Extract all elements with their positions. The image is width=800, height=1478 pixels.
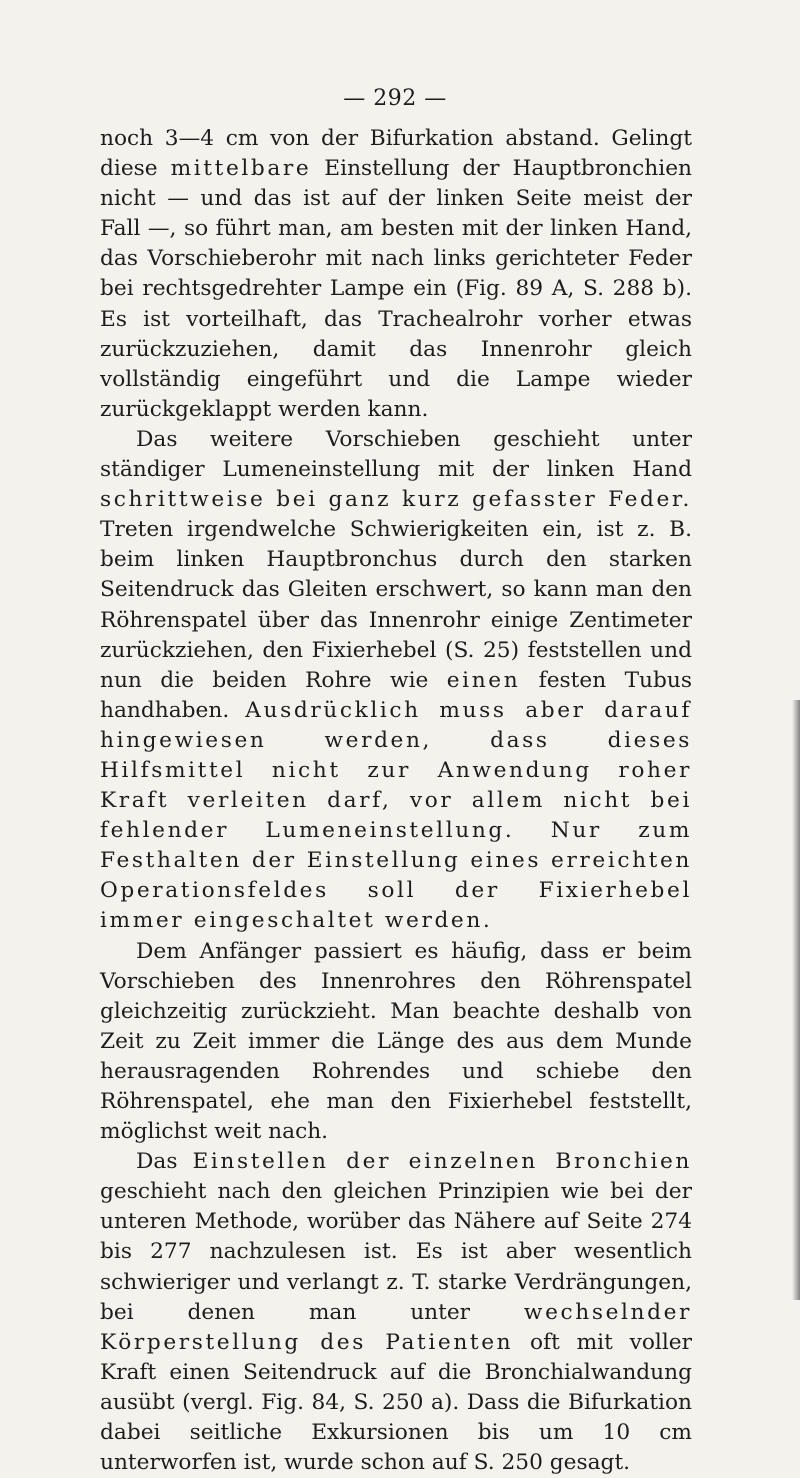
text-run: noch 3—4 cm von der Bifurkation abstand. Gelingt diese (100, 126, 692, 182)
body-text (100, 124, 692, 1478)
text-run-spaced: schrittweise bei ganz kurz gefasster Feder. (100, 487, 692, 513)
text-run: Dem Anfänger passiert es häufig, dass er beim Vorschieben des Innenrohres den Röhrenspatel gleichzeitig zurückzieht. Man beachte deshalb von Zeit zu Zeit immer die Länge des aus dem Munde herausragenden Rohrendes und schiebe den Röhrenspatel, ehe man den Fixierhebel feststellt, möglichst weit nach. (100, 938, 692, 1145)
text-run: geschieht nach den gleichen Prinzipien wie bei der unteren Methode, worüber das Nähere auf Seite 274 bis 277 nachzulesen ist. Es ist aber wesentlich schwieriger und verlangt z. T. starke Verdrängungen, bei denen man unter (100, 1179, 692, 1325)
text-run-spaced: einen (446, 667, 521, 693)
paragraph-1 (100, 124, 692, 425)
text-run: oft mit voller Kraft einen Seitendruck auf die Bronchialwandung ausübt (vergl. Fig. 84, S. 250 a). Dass die Bifurkation dabei seitliche Exkursionen bis um 10 cm unterworfen ist, wurde schon auf S. 250 gesagt. (100, 1329, 692, 1476)
text-run: festen Tubus handhaben. (100, 667, 692, 723)
paragraph-4 (100, 1147, 692, 1478)
text-run: Das weitere Vorschieben geschieht unter ständiger Lumeneinstellung mit der linken Hand (100, 426, 692, 483)
page-number: — 292 — (343, 86, 447, 111)
text-run: Das (136, 1149, 193, 1175)
text-run-spaced: Einstellen der einzelnen Bronchien (192, 1149, 692, 1175)
text-run-spaced: Ausdrücklich muss aber darauf hingewiesen werden, dass dieses Hilfsmittel nicht zur Anwendung roher Kraft verleiten darf, vor allem nicht bei fehlender Lumeneinstellung. Nur zum Festhalten der Einstellung eines erreichten Operationsfeldes soll der Fixierhebel immer eingeschaltet werden. (100, 697, 692, 934)
text-run-spaced: wechselnder Körperstellung des Patienten (100, 1299, 692, 1355)
text-run-spaced: mittelbare (170, 156, 312, 182)
text-run: Treten irgendwelche Schwierigkeiten ein, ist z. B. beim linken Hauptbronchus durch den starken Seitendruck das Gleiten erschwert, so kann man den Röhrenspatel über das Innenrohr einige Zentimeter zurückziehen, den Fixierhebel (S. 25) feststellen und nun die beiden Rohre wie (100, 517, 692, 693)
paragraph-2 (100, 425, 692, 937)
page-edge-shadow (792, 700, 800, 1300)
paragraph-3 (100, 937, 692, 1148)
text-run: Einstellung der Hauptbronchien nicht — und das ist auf der linken Seite meist der Fall —, so führt man, am besten mit der linken Hand, das Vorschieberohr mit nach links gerichteter Feder bei rechtsgedrehter Lampe ein (Fig. 89 A, S. 288 b). Es ist vorteilhaft, das Trachealrohr vorher etwas zurückzuziehen, damit das Innenrohr gleich vollständig eingeführt und die Lampe wieder zurückgeklappt werden kann. (100, 156, 692, 422)
